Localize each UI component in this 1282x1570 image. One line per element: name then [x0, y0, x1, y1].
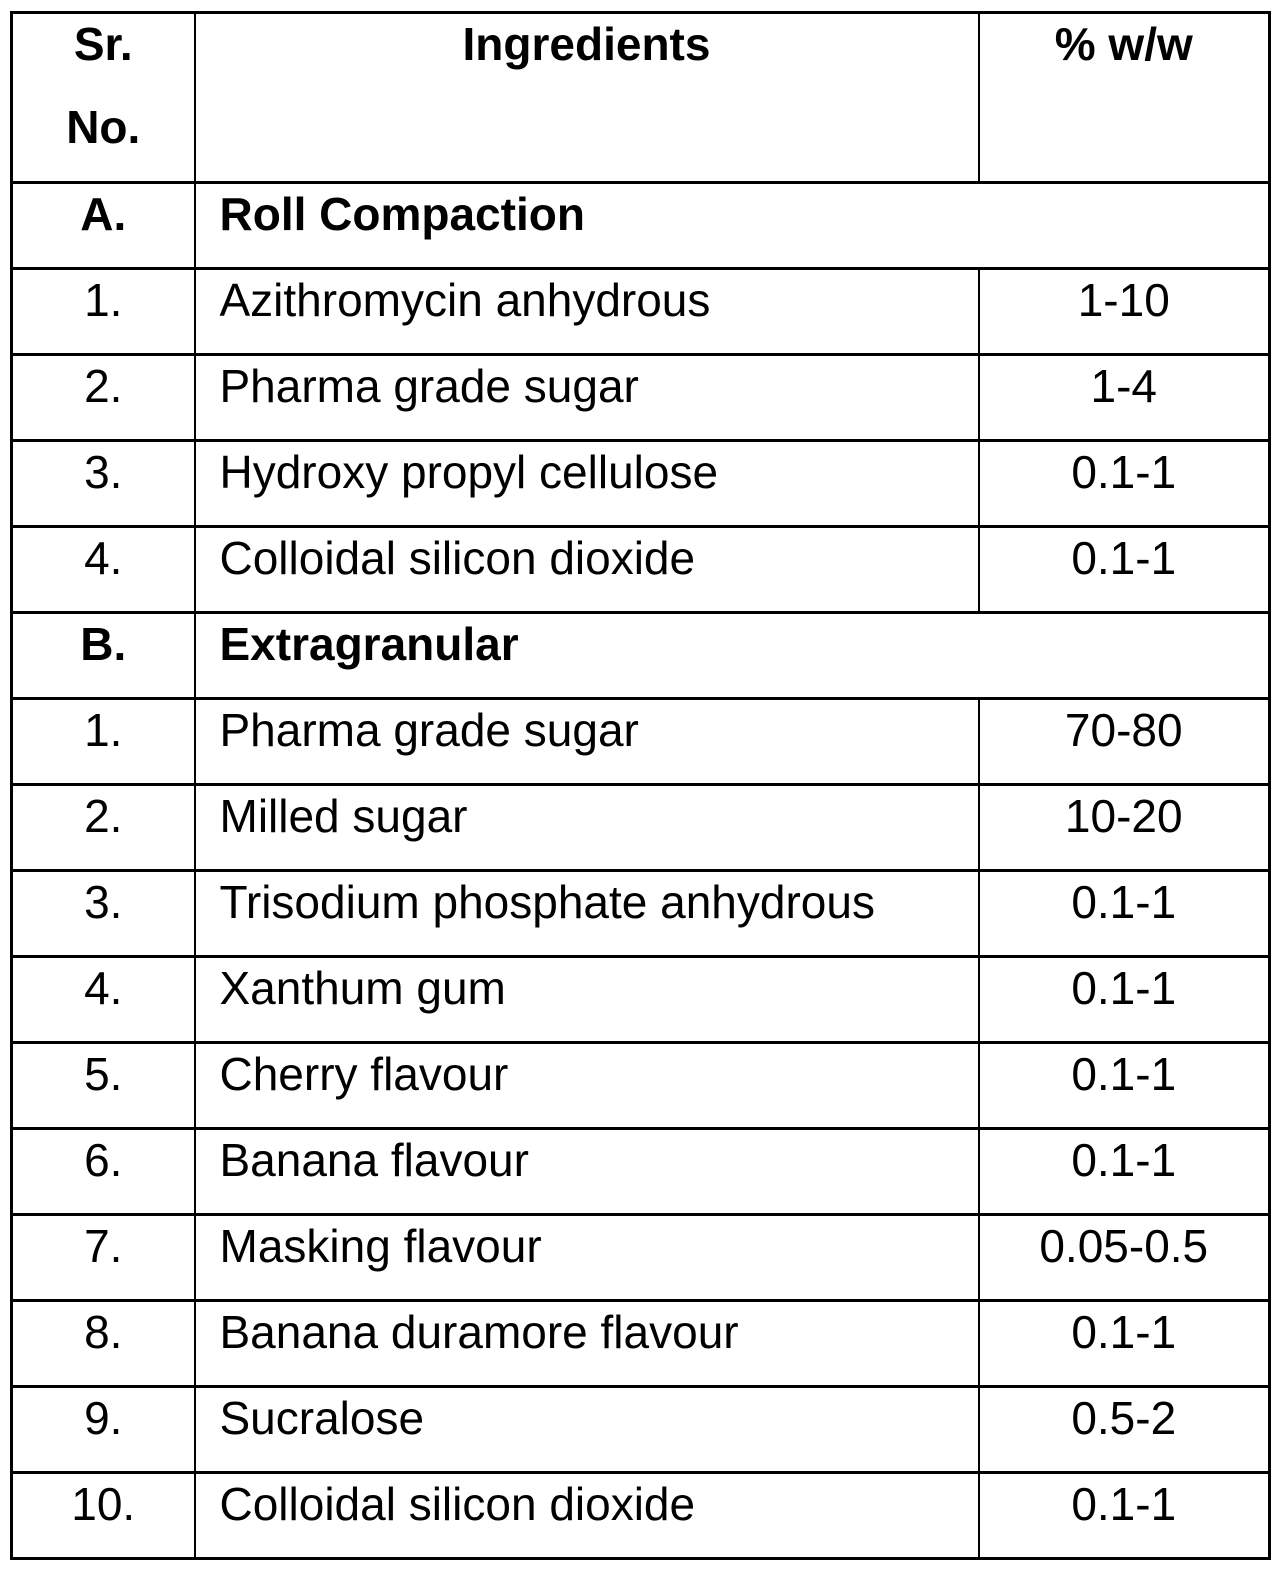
ingredient-cell: Pharma grade sugar	[195, 699, 979, 785]
section-id-cell: B.	[12, 613, 195, 699]
value-cell: 0.1-1	[979, 1043, 1270, 1129]
section-title-cell: Extragranular	[195, 613, 1270, 699]
ingredient-cell: Milled sugar	[195, 785, 979, 871]
section-row	[12, 183, 1270, 269]
sr-no-cell: 6.	[12, 1129, 195, 1215]
sr-no-cell: 3.	[12, 441, 195, 527]
ingredients-table	[10, 11, 1271, 1560]
sr-no-cell: 1.	[12, 269, 195, 355]
ingredient-cell: Banana duramore flavour	[195, 1301, 979, 1387]
table-row	[12, 699, 1270, 785]
column-header-percent-ww: % w/w	[979, 13, 1270, 183]
value-cell: 0.05-0.5	[979, 1215, 1270, 1301]
sr-no-cell: 7.	[12, 1215, 195, 1301]
table-row	[12, 785, 1270, 871]
table-row	[12, 1473, 1270, 1559]
ingredient-cell: Banana flavour	[195, 1129, 979, 1215]
table-row	[12, 355, 1270, 441]
sr-no-header-line1: Sr.	[73, 18, 133, 70]
sr-no-cell: 10.	[12, 1473, 195, 1559]
sr-no-cell: 1.	[12, 699, 195, 785]
sr-no-cell: 3.	[12, 871, 195, 957]
value-cell: 0.1-1	[979, 871, 1270, 957]
column-header-ingredients: Ingredients	[195, 13, 979, 183]
ingredient-cell: Colloidal silicon dioxide	[195, 527, 979, 613]
table-row	[12, 527, 1270, 613]
sr-no-header-line2: No.	[66, 101, 141, 153]
header-row	[12, 13, 1270, 183]
ingredient-cell: Trisodium phosphate anhydrous	[195, 871, 979, 957]
column-header-sr-no	[12, 13, 195, 183]
ingredient-cell: Cherry flavour	[195, 1043, 979, 1129]
table-row	[12, 957, 1270, 1043]
value-cell: 0.1-1	[979, 1301, 1270, 1387]
table-row	[12, 441, 1270, 527]
ingredient-cell: Xanthum gum	[195, 957, 979, 1043]
table-row	[12, 1301, 1270, 1387]
sr-no-cell: 9.	[12, 1387, 195, 1473]
section-title-cell: Roll Compaction	[195, 183, 1270, 269]
value-cell: 0.1-1	[979, 527, 1270, 613]
table-row	[12, 1387, 1270, 1473]
ingredient-cell: Azithromycin anhydrous	[195, 269, 979, 355]
sr-no-cell: 4.	[12, 957, 195, 1043]
table-body	[12, 183, 1270, 1559]
table-row	[12, 1215, 1270, 1301]
value-cell: 0.1-1	[979, 957, 1270, 1043]
table-row	[12, 1129, 1270, 1215]
sr-no-cell: 4.	[12, 527, 195, 613]
sr-no-cell: 8.	[12, 1301, 195, 1387]
ingredient-cell: Colloidal silicon dioxide	[195, 1473, 979, 1559]
ingredient-cell: Masking flavour	[195, 1215, 979, 1301]
value-cell: 0.5-2	[979, 1387, 1270, 1473]
value-cell: 70-80	[979, 699, 1270, 785]
table-row	[12, 1043, 1270, 1129]
table-row	[12, 871, 1270, 957]
value-cell: 1-10	[979, 269, 1270, 355]
value-cell: 0.1-1	[979, 1473, 1270, 1559]
table-row	[12, 269, 1270, 355]
ingredient-cell: Hydroxy propyl cellulose	[195, 441, 979, 527]
value-cell: 10-20	[979, 785, 1270, 871]
value-cell: 0.1-1	[979, 441, 1270, 527]
section-id-cell: A.	[12, 183, 195, 269]
sr-no-cell: 2.	[12, 355, 195, 441]
sr-no-cell: 5.	[12, 1043, 195, 1129]
ingredient-cell: Pharma grade sugar	[195, 355, 979, 441]
value-cell: 1-4	[979, 355, 1270, 441]
ingredient-cell: Sucralose	[195, 1387, 979, 1473]
sr-no-cell: 2.	[12, 785, 195, 871]
section-row	[12, 613, 1270, 699]
value-cell: 0.1-1	[979, 1129, 1270, 1215]
